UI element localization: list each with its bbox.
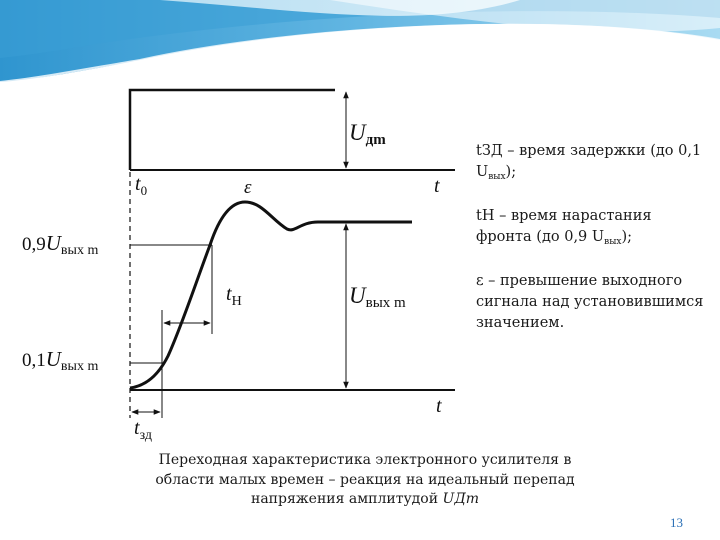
rise-symbol: tН xyxy=(476,208,495,224)
rise-description: – время нарастания фронта (до 0,9 U xyxy=(476,208,652,245)
input-step-signal xyxy=(130,90,335,170)
output-response-plot xyxy=(130,202,455,418)
level-01-label: $0,1U_{вых m}$ xyxy=(22,347,99,374)
delay-symbol: tЗД xyxy=(476,143,503,159)
legend-delay-time xyxy=(476,141,706,185)
delay-subscript: вых xyxy=(488,172,506,182)
caption-line-1: Переходная характеристика электронного усилителя в xyxy=(158,452,572,468)
rise-end: ); xyxy=(621,229,632,245)
t0-label: $t_0$ xyxy=(135,173,148,198)
delay-description: – время задержки (до 0,1 U xyxy=(476,143,702,180)
figure-caption xyxy=(120,451,610,510)
caption-line-3-text: напряжения амплитудой xyxy=(251,491,443,507)
input-amplitude-label: Uдm xyxy=(349,120,386,148)
level-09-label: $0,9U_{вых m}$ xyxy=(22,231,99,258)
output-time-axis-label: t xyxy=(436,395,442,417)
legend-rise-time xyxy=(476,206,706,250)
input-time-axis-label: t xyxy=(434,175,440,197)
output-amplitude-label: Uвых m xyxy=(349,283,406,311)
input-step-plot xyxy=(130,90,455,170)
delay-end: ); xyxy=(505,164,517,180)
slide-number: 13 xyxy=(670,515,683,530)
overshoot-label: ε xyxy=(244,177,252,198)
caption-amplitude: UДm xyxy=(442,491,479,507)
delay-time-label: $t_{зд}$ xyxy=(134,417,152,443)
caption-line-2: области малых времен – реакция на идеальный перепад xyxy=(155,471,575,488)
caption-line-3 xyxy=(120,490,610,510)
overshoot-symbol: ε xyxy=(476,273,484,289)
legend-overshoot xyxy=(476,271,706,334)
overshoot-description: – превышение выходного сигнала над установившимся значением. xyxy=(476,273,704,331)
rise-time-label: $t_Н$ xyxy=(226,283,242,309)
rise-subscript: вых xyxy=(604,237,622,247)
